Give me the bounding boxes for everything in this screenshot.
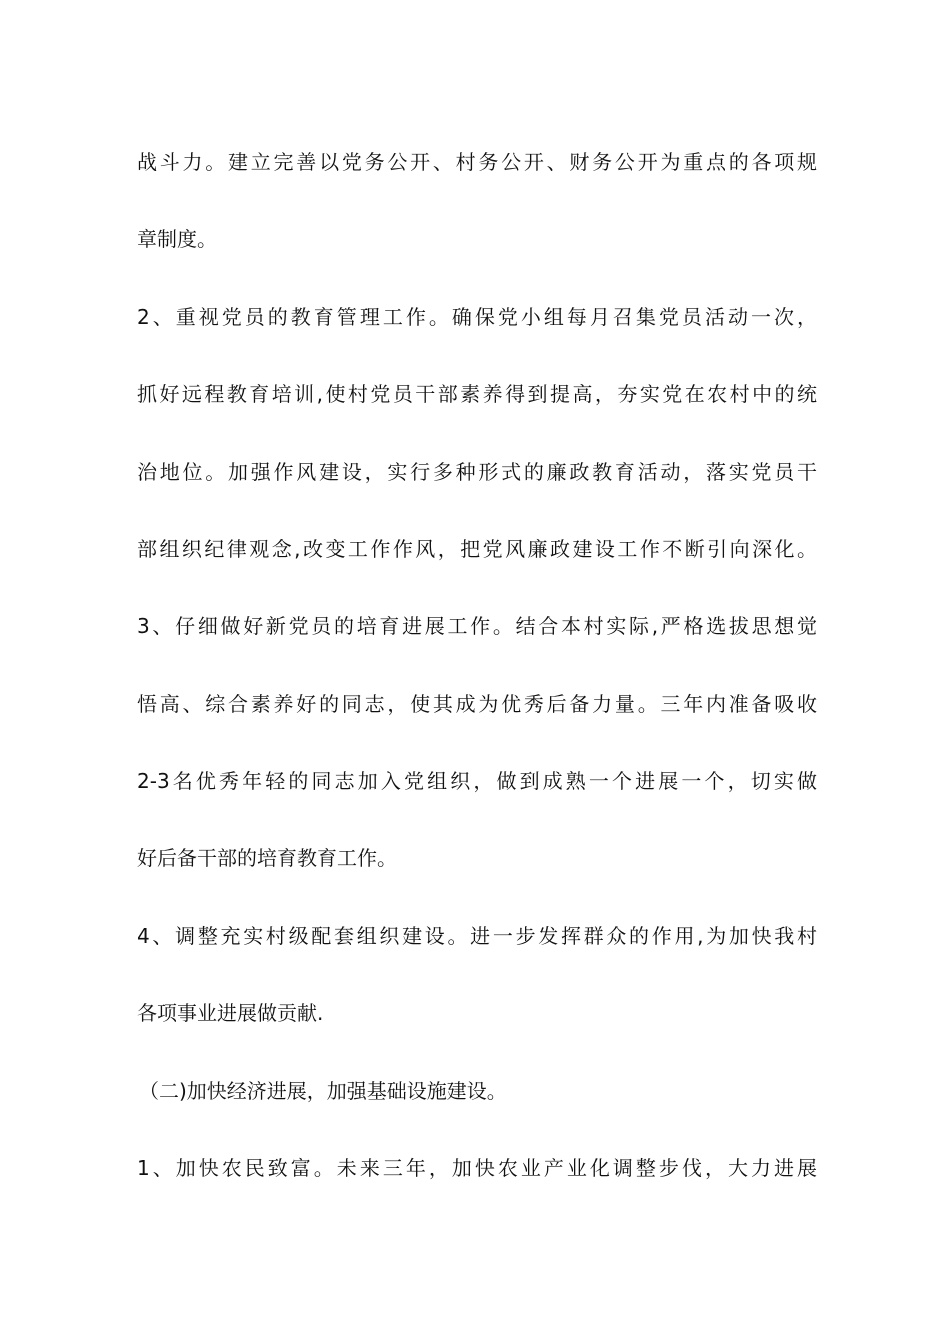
document-body xyxy=(137,143,817,1226)
text-line: 治地位。加强作风建设，实行多种形式的廉政教育活动，落实党员干 xyxy=(137,459,817,484)
section-heading: （二)加快经济进展，加强基础设施建设。 xyxy=(139,1078,507,1103)
text-line: 4、调整充实村级配套组织建设。进一步发挥群众的作用,为加快我村 xyxy=(137,923,817,948)
text-line: 各项事业进展做贡献. xyxy=(137,1001,324,1026)
text-line: 2-3名优秀年轻的同志加入党组织，做到成熟一个进展一个，切实做 xyxy=(137,769,817,793)
text-line: 抓好远程教育培训,使村党员干部素养得到提高，夯实党在农村中的统 xyxy=(137,382,817,407)
text-line: 战斗力。建立完善以党务公开、村务公开、财务公开为重点的各项规 xyxy=(137,150,817,174)
text-line: 1、加快农民致富。未来三年，加快农业产业化调整步伐，大力进展 xyxy=(137,1155,817,1180)
text-line: 好后备干部的培育教育工作。 xyxy=(137,846,397,871)
text-line: 章制度。 xyxy=(137,227,217,252)
text-line: 部组织纪律观念,改变工作作风，把党风廉政建设工作不断引向深化。 xyxy=(137,536,817,561)
text-line: 悟高、综合素养好的同志，使其成为优秀后备力量。三年内准备吸收 xyxy=(137,691,817,716)
text-line: 2、重视党员的教育管理工作。确保党小组每月召集党员活动一次， xyxy=(137,304,817,329)
text-line: 3、仔细做好新党员的培育进展工作。结合本村实际,严格选拔思想觉 xyxy=(137,614,817,639)
